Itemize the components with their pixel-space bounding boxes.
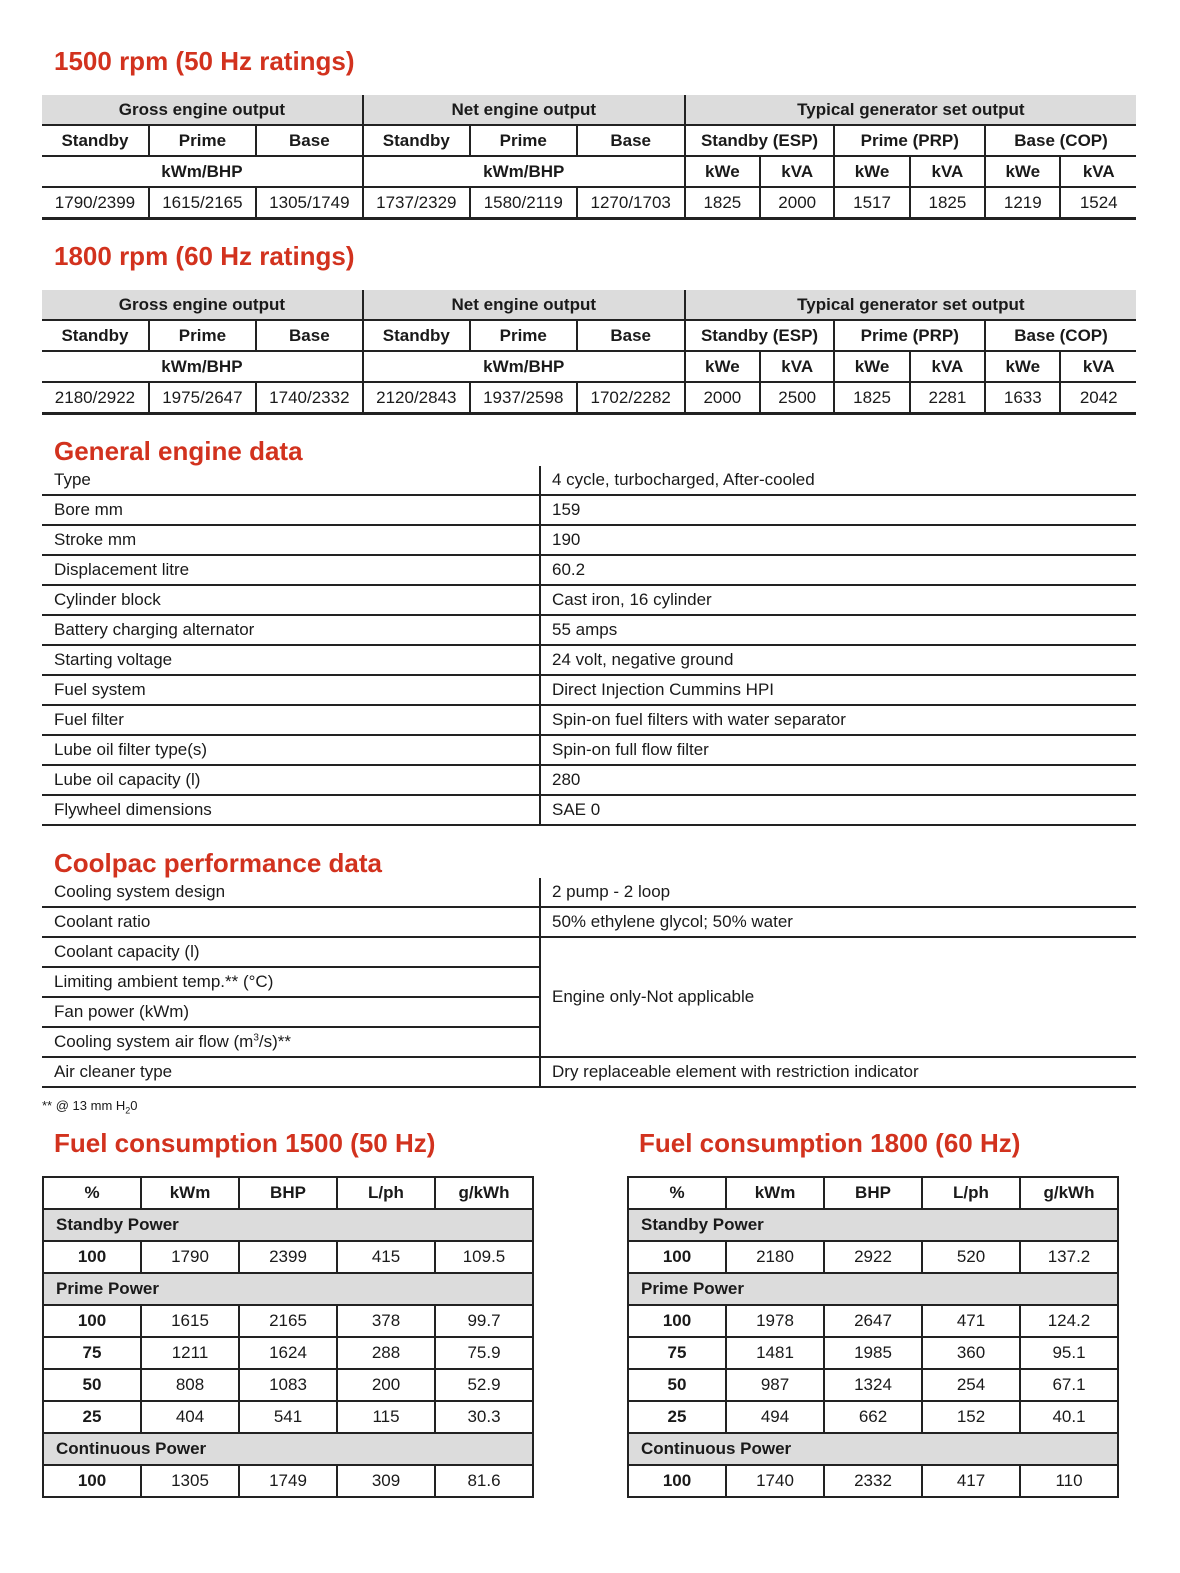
table-cell: 100 bbox=[43, 1305, 141, 1337]
spec-row bbox=[42, 907, 1136, 937]
subheader: Standby bbox=[42, 320, 149, 351]
subheader: Prime bbox=[149, 125, 256, 156]
section-header: Continuous Power bbox=[43, 1433, 533, 1465]
table-cell: 415 bbox=[337, 1241, 435, 1273]
subheader: Prime (PRP) bbox=[834, 125, 985, 156]
spec-value: 190 bbox=[540, 525, 1136, 555]
coolpac-title: Coolpac performance data bbox=[54, 848, 382, 878]
table-cell: 100 bbox=[628, 1241, 726, 1273]
table-cell: 50 bbox=[43, 1369, 141, 1401]
value-cell: 1524 bbox=[1060, 187, 1136, 219]
spec-row bbox=[42, 525, 1136, 555]
spec-label: Coolant ratio bbox=[42, 907, 540, 937]
table-cell: 67.1 bbox=[1020, 1369, 1118, 1401]
column-header: kWm bbox=[141, 1177, 239, 1209]
table-cell: 254 bbox=[922, 1369, 1020, 1401]
section-header: Continuous Power bbox=[628, 1433, 1118, 1465]
value-cell: 1790/2399 bbox=[42, 187, 149, 219]
value-cell: 1825 bbox=[910, 187, 985, 219]
table-cell: 1305 bbox=[141, 1465, 239, 1497]
table-cell: 662 bbox=[824, 1401, 922, 1433]
spec-row bbox=[42, 495, 1136, 525]
table-cell: 2922 bbox=[824, 1241, 922, 1273]
value-cell: 2000 bbox=[685, 382, 760, 414]
subscript: 2 bbox=[125, 1105, 131, 1116]
spec-value: 60.2 bbox=[540, 555, 1136, 585]
fuel-50hz-title: Fuel consumption 1500 (50 Hz) bbox=[54, 1128, 436, 1158]
subheader: Base (COP) bbox=[985, 320, 1136, 351]
group-header: Typical generator set output bbox=[685, 95, 1136, 125]
group-header: Gross engine output bbox=[42, 290, 363, 320]
superscript: 3 bbox=[253, 1032, 259, 1044]
unit-cell: kWe bbox=[685, 351, 760, 382]
fuel-60hz-table bbox=[627, 1176, 1119, 1498]
table-row bbox=[43, 1401, 533, 1433]
spec-row bbox=[42, 705, 1136, 735]
fuel-50hz-table bbox=[42, 1176, 534, 1498]
value-cell: 2180/2922 bbox=[42, 382, 149, 414]
table-cell: 987 bbox=[726, 1369, 824, 1401]
column-header: % bbox=[628, 1177, 726, 1209]
subheader: Base bbox=[256, 125, 363, 156]
column-header: kWm bbox=[726, 1177, 824, 1209]
subheader: Standby (ESP) bbox=[685, 125, 835, 156]
table-cell: 1324 bbox=[824, 1369, 922, 1401]
table-cell: 2399 bbox=[239, 1241, 337, 1273]
spec-value: 50% ethylene glycol; 50% water bbox=[540, 907, 1136, 937]
spec-label: Starting voltage bbox=[42, 645, 540, 675]
subheader: Prime bbox=[470, 125, 577, 156]
subheader: Standby (ESP) bbox=[685, 320, 835, 351]
table-cell: 152 bbox=[922, 1401, 1020, 1433]
subheader: Base bbox=[256, 320, 363, 351]
section-header: Prime Power bbox=[628, 1273, 1118, 1305]
group-header: Typical generator set output bbox=[685, 290, 1136, 320]
spec-value: Cast iron, 16 cylinder bbox=[540, 585, 1136, 615]
spec-label: Flywheel dimensions bbox=[42, 795, 540, 825]
fuel-60hz-title: Fuel consumption 1800 (60 Hz) bbox=[639, 1128, 1021, 1158]
subheader: Base bbox=[577, 320, 685, 351]
table-cell: 100 bbox=[628, 1465, 726, 1497]
table-cell: 200 bbox=[337, 1369, 435, 1401]
column-header: g/kWh bbox=[1020, 1177, 1118, 1209]
table-cell: 520 bbox=[922, 1241, 1020, 1273]
footnote-text: 0 bbox=[130, 1098, 138, 1113]
unit-cell: kVA bbox=[910, 156, 985, 187]
unit-cell: kWe bbox=[834, 351, 909, 382]
spec-label bbox=[42, 1027, 540, 1057]
section-header: Standby Power bbox=[628, 1209, 1118, 1241]
column-header: % bbox=[43, 1177, 141, 1209]
value-cell: 2120/2843 bbox=[363, 382, 470, 414]
subheader: Prime bbox=[149, 320, 256, 351]
table-cell: 2165 bbox=[239, 1305, 337, 1337]
value-cell: 2000 bbox=[760, 187, 834, 219]
table-row bbox=[43, 1369, 533, 1401]
table-cell: 1481 bbox=[726, 1337, 824, 1369]
table-cell: 808 bbox=[141, 1369, 239, 1401]
table-cell: 471 bbox=[922, 1305, 1020, 1337]
ratings-50hz-title: 1500 rpm (50 Hz ratings) bbox=[54, 46, 355, 76]
table-cell: 137.2 bbox=[1020, 1241, 1118, 1273]
table-cell: 1615 bbox=[141, 1305, 239, 1337]
value-cell: 1517 bbox=[834, 187, 909, 219]
spec-label: Cooling system design bbox=[42, 878, 540, 907]
spec-label: Fan power (kWm) bbox=[42, 997, 540, 1027]
table-cell: 100 bbox=[628, 1305, 726, 1337]
value-cell: 1305/1749 bbox=[256, 187, 363, 219]
table-cell: 1978 bbox=[726, 1305, 824, 1337]
unit-cell: kVA bbox=[1060, 351, 1136, 382]
column-header: BHP bbox=[239, 1177, 337, 1209]
value-cell: 1825 bbox=[685, 187, 760, 219]
table-row bbox=[628, 1241, 1118, 1273]
table-cell: 378 bbox=[337, 1305, 435, 1337]
table-cell: 81.6 bbox=[435, 1465, 533, 1497]
table-cell: 1211 bbox=[141, 1337, 239, 1369]
spec-label: Fuel system bbox=[42, 675, 540, 705]
table-cell: 52.9 bbox=[435, 1369, 533, 1401]
spec-row bbox=[42, 765, 1136, 795]
spec-value: SAE 0 bbox=[540, 795, 1136, 825]
table-cell: 494 bbox=[726, 1401, 824, 1433]
spec-value: 55 amps bbox=[540, 615, 1136, 645]
ratings-50hz-table bbox=[42, 95, 1136, 220]
spec-label: Lube oil capacity (l) bbox=[42, 765, 540, 795]
spec-row bbox=[42, 937, 1136, 967]
table-cell: 100 bbox=[43, 1465, 141, 1497]
group-header: Net engine output bbox=[363, 290, 685, 320]
unit-cell: kVA bbox=[1060, 156, 1136, 187]
spec-row bbox=[42, 1057, 1136, 1087]
value-cell: 1975/2647 bbox=[149, 382, 256, 414]
table-cell: 2180 bbox=[726, 1241, 824, 1273]
table-row bbox=[43, 1241, 533, 1273]
spec-label: Cylinder block bbox=[42, 585, 540, 615]
table-cell: 50 bbox=[628, 1369, 726, 1401]
unit-cell: kVA bbox=[760, 156, 834, 187]
spec-label: Air cleaner type bbox=[42, 1057, 540, 1087]
spec-value: Spin-on fuel filters with water separator bbox=[540, 705, 1136, 735]
footnote-text: ** @ 13 mm H bbox=[42, 1098, 126, 1113]
spec-row bbox=[42, 878, 1136, 907]
spec-label: Type bbox=[42, 466, 540, 495]
table-row bbox=[628, 1337, 1118, 1369]
value-cell: 1580/2119 bbox=[470, 187, 577, 219]
table-row bbox=[43, 1465, 533, 1497]
unit-cell: kVA bbox=[760, 351, 834, 382]
spec-row bbox=[42, 466, 1136, 495]
subheader: Standby bbox=[42, 125, 149, 156]
table-cell: 99.7 bbox=[435, 1305, 533, 1337]
table-cell: 288 bbox=[337, 1337, 435, 1369]
value-cell: 1270/1703 bbox=[577, 187, 685, 219]
spec-row bbox=[42, 615, 1136, 645]
label-text: Cooling system air flow (m bbox=[54, 1032, 254, 1051]
subheader: Standby bbox=[363, 320, 470, 351]
spec-value: Dry replaceable element with restriction indicator bbox=[540, 1057, 1136, 1087]
table-cell: 115 bbox=[337, 1401, 435, 1433]
table-cell: 404 bbox=[141, 1401, 239, 1433]
spec-row bbox=[42, 645, 1136, 675]
table-cell: 75 bbox=[628, 1337, 726, 1369]
spec-value: 24 volt, negative ground bbox=[540, 645, 1136, 675]
unit-cell: kWm/BHP bbox=[42, 156, 363, 187]
table-cell: 109.5 bbox=[435, 1241, 533, 1273]
spec-row bbox=[42, 585, 1136, 615]
table-cell: 95.1 bbox=[1020, 1337, 1118, 1369]
spec-value: Spin-on full flow filter bbox=[540, 735, 1136, 765]
unit-cell: kWm/BHP bbox=[363, 351, 685, 382]
unit-cell: kWe bbox=[985, 156, 1060, 187]
table-row bbox=[43, 1337, 533, 1369]
section-header: Prime Power bbox=[43, 1273, 533, 1305]
spec-row bbox=[42, 735, 1136, 765]
table-row bbox=[628, 1465, 1118, 1497]
column-header: L/ph bbox=[922, 1177, 1020, 1209]
group-header: Net engine output bbox=[363, 95, 685, 125]
table-cell: 541 bbox=[239, 1401, 337, 1433]
value-cell: 1633 bbox=[985, 382, 1060, 414]
table-cell: 1624 bbox=[239, 1337, 337, 1369]
spec-label: Displacement litre bbox=[42, 555, 540, 585]
spec-value: Direct Injection Cummins HPI bbox=[540, 675, 1136, 705]
column-header: BHP bbox=[824, 1177, 922, 1209]
table-cell: 2647 bbox=[824, 1305, 922, 1337]
table-cell: 75 bbox=[43, 1337, 141, 1369]
table-row bbox=[628, 1401, 1118, 1433]
table-cell: 1790 bbox=[141, 1241, 239, 1273]
table-header-row bbox=[43, 1177, 533, 1209]
column-header: L/ph bbox=[337, 1177, 435, 1209]
spec-value: 280 bbox=[540, 765, 1136, 795]
table-row bbox=[43, 1305, 533, 1337]
label-text: /s)** bbox=[258, 1032, 292, 1051]
spec-label: Limiting ambient temp.** (°C) bbox=[42, 967, 540, 997]
value-cell: 1615/2165 bbox=[149, 187, 256, 219]
table-cell: 75.9 bbox=[435, 1337, 533, 1369]
table-header-row bbox=[628, 1177, 1118, 1209]
table-cell: 110 bbox=[1020, 1465, 1118, 1497]
subheader: Prime (PRP) bbox=[834, 320, 985, 351]
unit-cell: kWe bbox=[834, 156, 909, 187]
general-engine-data-title: General engine data bbox=[54, 436, 303, 466]
spec-row bbox=[42, 795, 1136, 825]
unit-cell: kWe bbox=[985, 351, 1060, 382]
merged-spec-value: Engine only-Not applicable bbox=[540, 937, 1136, 1057]
spec-row bbox=[42, 555, 1136, 585]
table-cell: 417 bbox=[922, 1465, 1020, 1497]
table-cell: 309 bbox=[337, 1465, 435, 1497]
table-cell: 30.3 bbox=[435, 1401, 533, 1433]
value-cell: 2042 bbox=[1060, 382, 1136, 414]
table-cell: 1749 bbox=[239, 1465, 337, 1497]
value-cell: 1219 bbox=[985, 187, 1060, 219]
spec-value: 159 bbox=[540, 495, 1136, 525]
table-row bbox=[628, 1305, 1118, 1337]
spec-label: Stroke mm bbox=[42, 525, 540, 555]
table-cell: 124.2 bbox=[1020, 1305, 1118, 1337]
table-row bbox=[628, 1369, 1118, 1401]
spec-value: 4 cycle, turbocharged, After-cooled bbox=[540, 466, 1136, 495]
subheader: Base bbox=[577, 125, 685, 156]
spec-label: Lube oil filter type(s) bbox=[42, 735, 540, 765]
value-cell: 2281 bbox=[910, 382, 985, 414]
subheader: Base (COP) bbox=[985, 125, 1136, 156]
subheader: Standby bbox=[363, 125, 470, 156]
table-cell: 25 bbox=[628, 1401, 726, 1433]
spec-value: 2 pump - 2 loop bbox=[540, 878, 1136, 907]
value-cell: 2500 bbox=[760, 382, 834, 414]
ratings-60hz-title: 1800 rpm (60 Hz ratings) bbox=[54, 241, 355, 271]
table-cell: 40.1 bbox=[1020, 1401, 1118, 1433]
spec-label: Bore mm bbox=[42, 495, 540, 525]
column-header: g/kWh bbox=[435, 1177, 533, 1209]
unit-cell: kWm/BHP bbox=[363, 156, 685, 187]
table-cell: 360 bbox=[922, 1337, 1020, 1369]
unit-cell: kVA bbox=[910, 351, 985, 382]
table-cell: 100 bbox=[43, 1241, 141, 1273]
unit-cell: kWe bbox=[685, 156, 760, 187]
group-header: Gross engine output bbox=[42, 95, 363, 125]
subheader: Prime bbox=[470, 320, 577, 351]
spec-row bbox=[42, 675, 1136, 705]
value-cell: 1737/2329 bbox=[363, 187, 470, 219]
table-cell: 2332 bbox=[824, 1465, 922, 1497]
spec-label: Battery charging alternator bbox=[42, 615, 540, 645]
value-cell: 1702/2282 bbox=[577, 382, 685, 414]
section-header: Standby Power bbox=[43, 1209, 533, 1241]
table-cell: 1083 bbox=[239, 1369, 337, 1401]
table-cell: 1985 bbox=[824, 1337, 922, 1369]
ratings-60hz-table bbox=[42, 290, 1136, 415]
general-engine-data-table bbox=[42, 466, 1136, 826]
unit-cell: kWm/BHP bbox=[42, 351, 363, 382]
value-cell: 1825 bbox=[834, 382, 909, 414]
value-cell: 1937/2598 bbox=[470, 382, 577, 414]
footnote bbox=[42, 1098, 138, 1116]
coolpac-table bbox=[42, 878, 1136, 1088]
table-cell: 25 bbox=[43, 1401, 141, 1433]
spec-label: Fuel filter bbox=[42, 705, 540, 735]
value-cell: 1740/2332 bbox=[256, 382, 363, 414]
spec-label: Coolant capacity (l) bbox=[42, 937, 540, 967]
table-cell: 1740 bbox=[726, 1465, 824, 1497]
